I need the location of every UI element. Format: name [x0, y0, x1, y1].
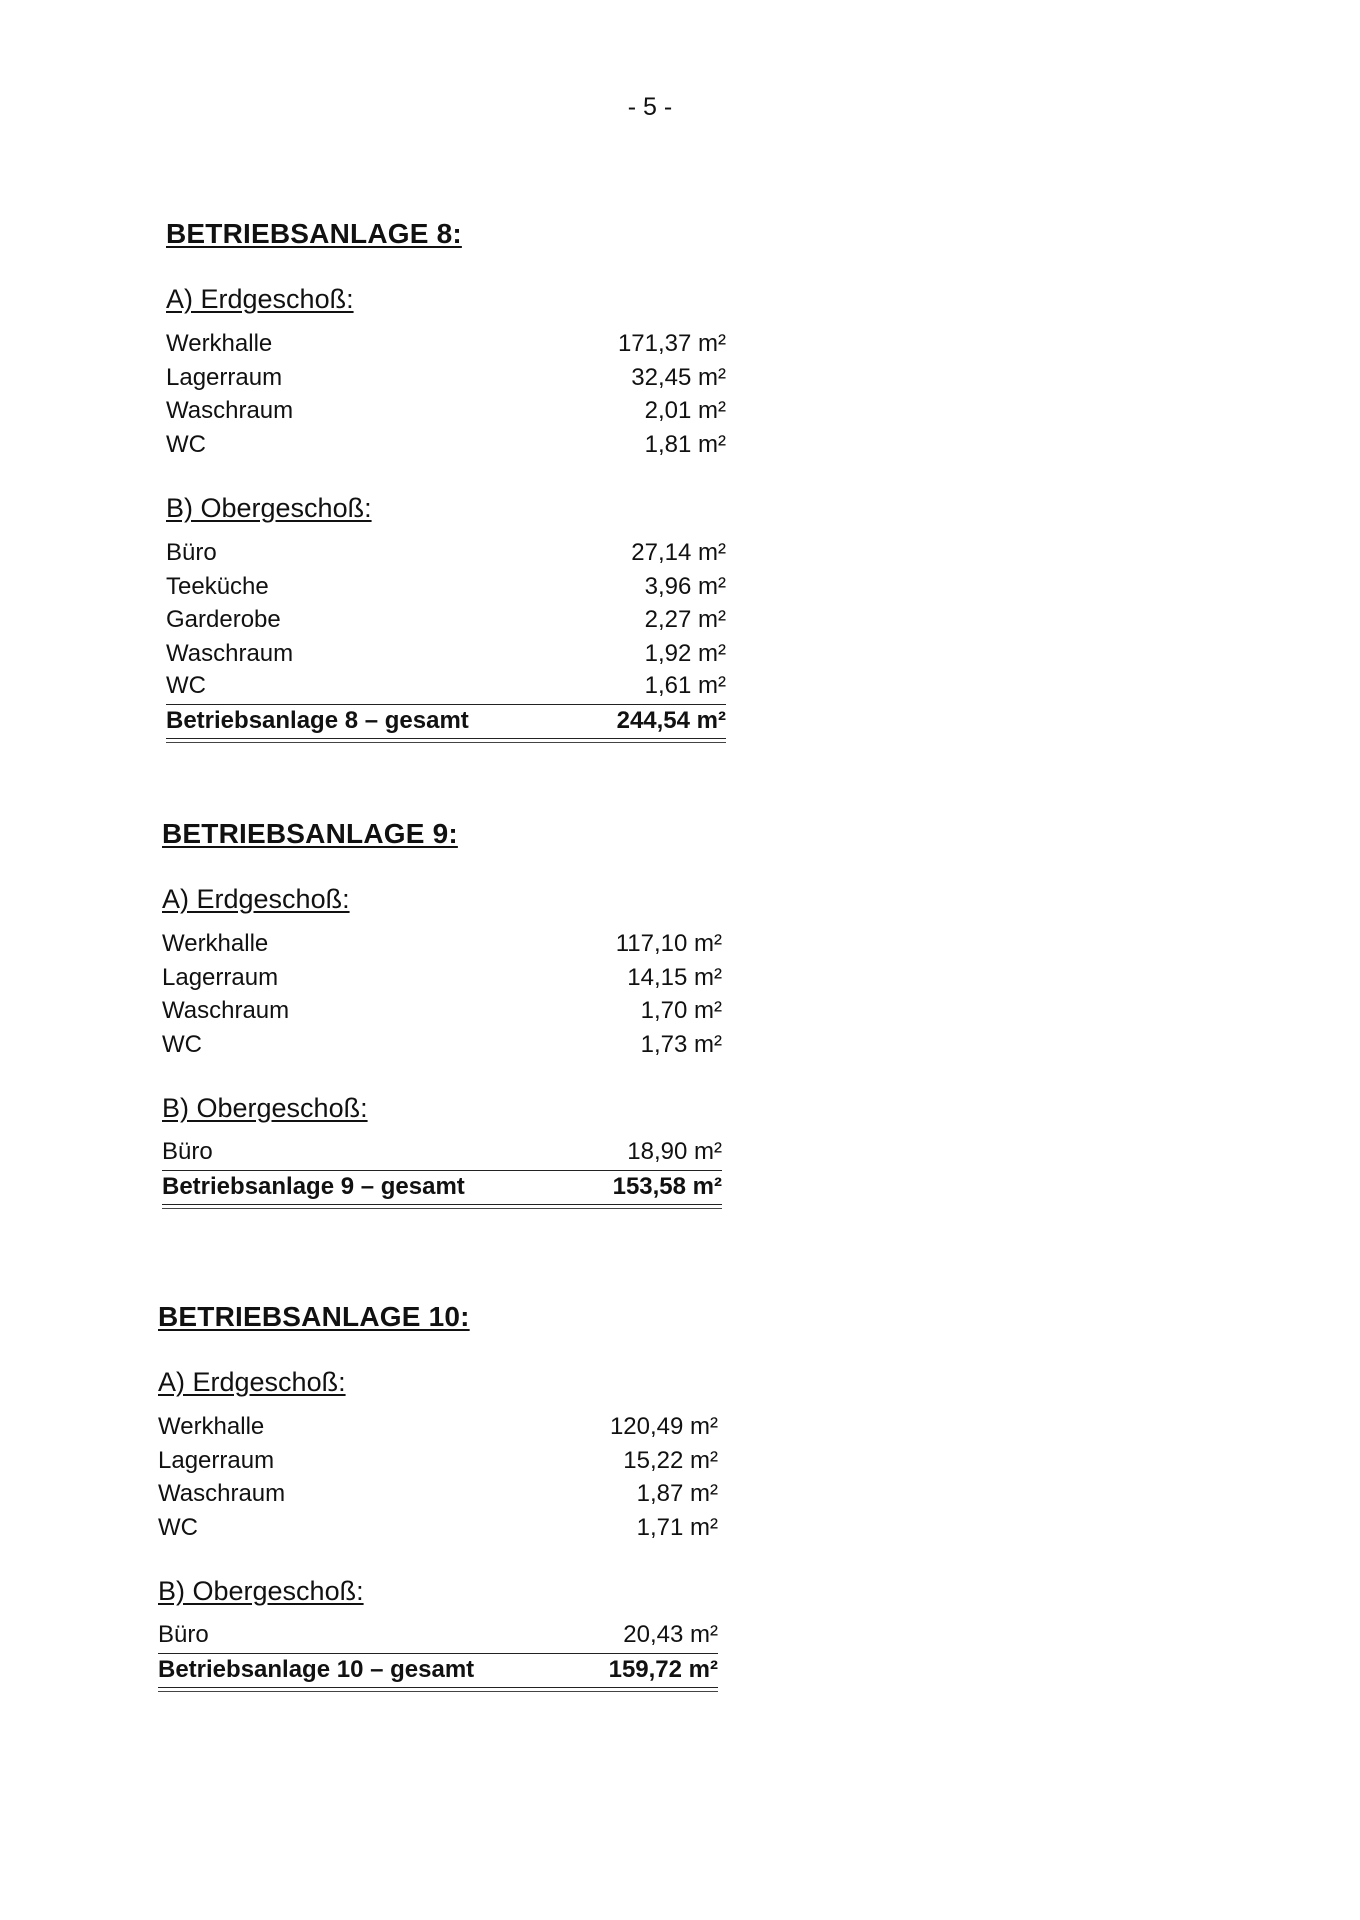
room-row [166, 327, 726, 361]
room-area: 2,01 m² [644, 397, 726, 424]
room-label: Waschraum [162, 997, 290, 1024]
total-area: 159,72 m² [608, 1655, 718, 1683]
room-label: Lagerraum [158, 1446, 275, 1474]
room-area: 1,71 m² [636, 1513, 718, 1541]
room-row [166, 603, 726, 637]
room-area: 2,27 m² [644, 606, 726, 633]
room-label: Teeküche [166, 572, 269, 600]
floor-title: A) Erdgeschoß: [158, 1367, 346, 1397]
room-row [162, 1136, 722, 1171]
room-row [158, 1619, 718, 1654]
room-area: 32,45 m² [631, 363, 726, 391]
room-label: Werkhalle [166, 330, 273, 357]
room-row [158, 1444, 718, 1478]
floor-title: B) Obergeschoß: [162, 1093, 368, 1123]
room-label: Werkhalle [158, 1413, 265, 1440]
room-row [166, 536, 726, 570]
room-label: Büro [162, 1138, 213, 1165]
room-row [162, 927, 722, 961]
section-heading: BETRIEBSANLAGE 9: [162, 818, 458, 849]
room-row [166, 637, 726, 671]
room-row [162, 994, 722, 1028]
section-betriebsanlage-9 [162, 818, 722, 1205]
room-row [162, 961, 722, 995]
floor-title: A) Erdgeschoß: [166, 284, 354, 314]
room-area: 1,87 m² [636, 1480, 718, 1507]
room-row [162, 1028, 722, 1062]
room-area: 117,10 m² [615, 930, 722, 957]
room-area: 1,73 m² [640, 1030, 722, 1058]
room-list [158, 1619, 718, 1688]
section-heading: BETRIEBSANLAGE 10: [158, 1301, 470, 1332]
room-area: 27,14 m² [631, 539, 726, 566]
floor-title: B) Obergeschoß: [166, 493, 372, 523]
total-label: Betriebsanlage 10 – gesamt [158, 1655, 475, 1683]
room-area: 18,90 m² [627, 1138, 722, 1165]
room-area: 3,96 m² [644, 572, 726, 600]
total-row [166, 705, 726, 740]
total-area: 244,54 m² [616, 706, 726, 734]
room-label: Waschraum [166, 639, 294, 667]
room-label: WC [158, 1513, 198, 1541]
room-label: Waschraum [158, 1480, 286, 1507]
room-row [166, 670, 726, 705]
room-label: WC [166, 430, 206, 458]
room-label: Büro [166, 539, 217, 566]
room-area: 1,92 m² [644, 639, 726, 667]
room-list [158, 1410, 718, 1544]
total-area: 153,58 m² [612, 1172, 722, 1200]
room-list [166, 327, 726, 461]
room-list [162, 1136, 722, 1205]
room-area: 20,43 m² [623, 1621, 718, 1648]
room-area: 120,49 m² [609, 1413, 718, 1440]
room-area: 14,15 m² [627, 963, 722, 991]
room-label: Garderobe [166, 606, 281, 633]
page-number: - 5 - [627, 93, 673, 121]
total-label: Betriebsanlage 9 – gesamt [162, 1172, 465, 1200]
room-list [166, 536, 726, 739]
room-label: WC [162, 1030, 202, 1058]
room-row [166, 361, 726, 395]
room-row [158, 1477, 718, 1511]
room-row [158, 1511, 718, 1545]
room-label: Werkhalle [162, 930, 269, 957]
room-row [166, 428, 726, 462]
room-row [158, 1410, 718, 1444]
section-betriebsanlage-10 [158, 1301, 718, 1688]
room-label: Lagerraum [162, 963, 279, 991]
room-area: 171,37 m² [617, 330, 726, 357]
floor-title: B) Obergeschoß: [158, 1576, 364, 1606]
total-row [158, 1654, 718, 1689]
room-row [166, 394, 726, 428]
room-row [166, 570, 726, 604]
room-area: 15,22 m² [623, 1446, 718, 1474]
room-list [162, 927, 722, 1061]
floor-title: A) Erdgeschoß: [162, 884, 350, 914]
total-label: Betriebsanlage 8 – gesamt [166, 706, 469, 734]
room-area: 1,70 m² [640, 997, 722, 1024]
total-row [162, 1171, 722, 1206]
room-label: Büro [158, 1621, 209, 1648]
room-label: WC [166, 672, 206, 699]
room-area: 1,61 m² [644, 672, 726, 699]
room-label: Lagerraum [166, 363, 283, 391]
room-area: 1,81 m² [644, 430, 726, 458]
room-label: Waschraum [166, 397, 294, 424]
section-betriebsanlage-8 [166, 218, 726, 739]
section-heading: BETRIEBSANLAGE 8: [166, 218, 462, 249]
